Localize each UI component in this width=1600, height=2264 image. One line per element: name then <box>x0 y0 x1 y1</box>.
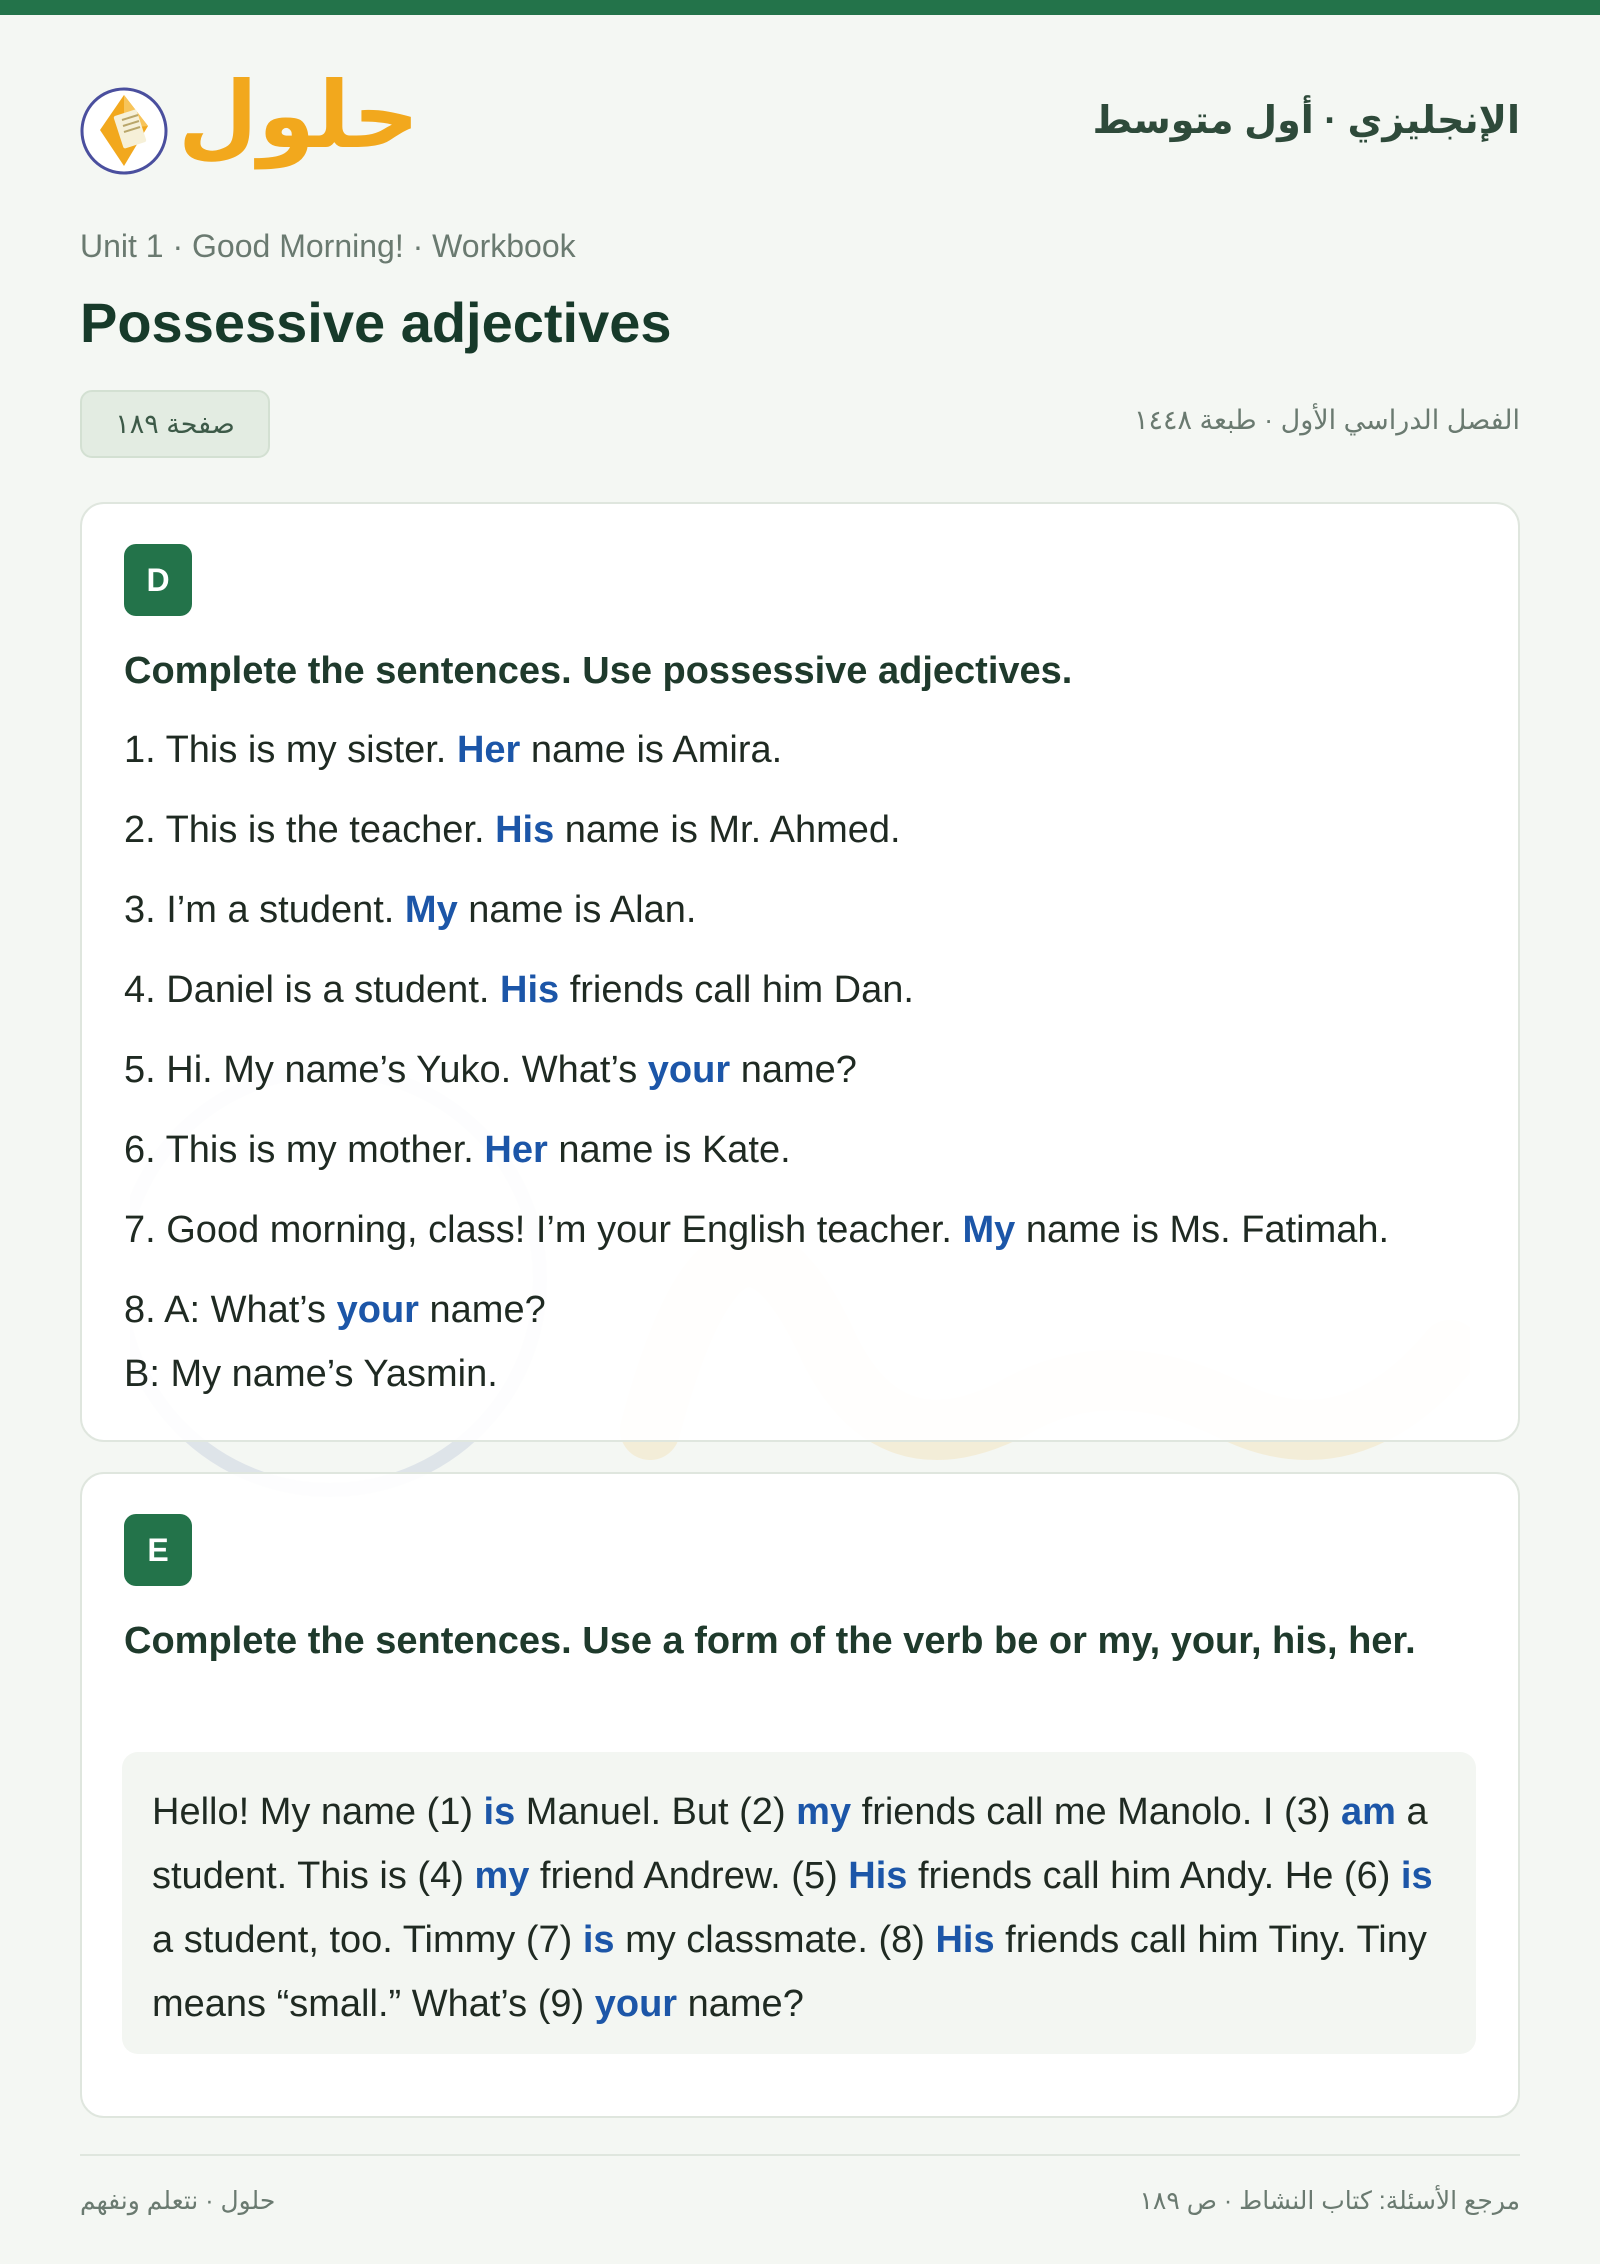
answer-word: my <box>796 1791 852 1833</box>
exercise-d-sentence <box>124 802 1504 882</box>
brand-logo[interactable] <box>80 62 420 178</box>
answer-word: your <box>594 1983 678 2025</box>
sentence-text: 8. A: What’s <box>124 1289 337 1331</box>
passage-text: friends call me Manolo. I (3) <box>851 1791 1342 1833</box>
top-accent-bar <box>0 0 1600 15</box>
footer-divider <box>80 2154 1520 2156</box>
answer-word: your <box>336 1289 419 1331</box>
exercise-d-sentences <box>124 722 1504 1426</box>
sentence-text: name is Ms. Fatimah. <box>1015 1209 1390 1251</box>
edition-label: الفصل الدراسي الأول · طبعة ١٤٤٨ <box>1133 405 1520 435</box>
sentence-text: 5. Hi. My name’s Yuko. What’s <box>124 1049 648 1091</box>
exercise-e-instructions: Complete the sentences. Use a form of the verb be or my, your, his, her. <box>124 1620 1416 1662</box>
sentence-text: 2. This is the teacher. <box>124 809 496 851</box>
answer-word: is <box>1400 1855 1433 1897</box>
passage-text: friend Andrew. (5) <box>529 1855 849 1897</box>
exercise-d-card <box>80 502 1520 1442</box>
answer-word: Her <box>484 1129 548 1171</box>
answer-word: is <box>582 1919 615 1961</box>
exercise-d-sentence <box>124 1042 1504 1122</box>
breadcrumb: Unit 1 · Good Morning! · Workbook <box>80 228 576 264</box>
footer-brand: حلول · نتعلم ونفهم <box>80 2187 276 2215</box>
answer-word: His <box>495 809 555 851</box>
exercise-d-sentence <box>124 1282 1504 1346</box>
answer-word: His <box>935 1919 995 1961</box>
sentence-text: 7. Good morning, class! I’m your English teacher. <box>124 1209 963 1251</box>
answer-word: your <box>647 1049 731 1091</box>
section-badge-e: E <box>124 1514 192 1586</box>
passage-text: friends call him Tiny. Tiny means “small.” What’s (9) <box>152 1919 1427 2025</box>
page-number-badge: صفحة ١٨٩ <box>80 390 270 458</box>
answer-word: His <box>500 969 560 1011</box>
exercise-e-passage <box>122 1752 1476 2054</box>
answer-word: My <box>404 889 458 931</box>
answer-word: is <box>483 1791 516 1833</box>
answer-word: am <box>1341 1791 1396 1833</box>
answer-word: my <box>474 1855 530 1897</box>
sentence-text: 4. Daniel is a student. <box>124 969 500 1011</box>
sentence-text: friends call him Dan. <box>559 969 914 1011</box>
exercise-d-sentence <box>124 1202 1504 1282</box>
passage-text: friends call him Andy. He (6) <box>907 1855 1401 1897</box>
exercise-d-instructions: Complete the sentences. Use possessive adjectives. <box>124 650 1073 692</box>
sentence-text: name is Kate. <box>547 1129 791 1171</box>
logo-wordmark: حلول <box>178 62 420 169</box>
exercise-d-sentence <box>124 962 1504 1042</box>
page-header <box>80 62 1520 178</box>
sentence-text: 1. This is my sister. <box>124 729 457 771</box>
sentence-text: name is Alan. <box>457 889 697 931</box>
sentence-text: name is Mr. Ahmed. <box>554 809 901 851</box>
sentence-text: name is Amira. <box>520 729 783 771</box>
answer-word: My <box>962 1209 1016 1251</box>
exercise-d-sentence <box>124 722 1504 802</box>
exercise-d-sentence <box>124 1122 1504 1202</box>
passage-text: Manuel. But (2) <box>515 1791 797 1833</box>
sentence-text: B: My name’s Yasmin. <box>124 1353 498 1395</box>
passage-text: a student, too. Timmy (7) <box>152 1919 583 1961</box>
sentence-text: 6. This is my mother. <box>124 1129 485 1171</box>
sentence-text: 3. I’m a student. <box>124 889 405 931</box>
passage-text: my classmate. (8) <box>614 1919 936 1961</box>
answer-word: His <box>848 1855 908 1897</box>
exercise-d-sentence <box>124 882 1504 962</box>
answer-word: Her <box>456 729 521 771</box>
subject-title: الإنجليزي · أول متوسط <box>1092 100 1520 142</box>
passage-text: a student. This is (4) <box>152 1791 1428 1897</box>
passage-text: name? <box>677 1983 804 2025</box>
page-title: Possessive adjectives <box>80 291 672 354</box>
sentence-text: name? <box>418 1289 546 1331</box>
exercise-d-sentence <box>124 1346 1504 1426</box>
section-badge-d: D <box>124 544 192 616</box>
footer-reference: مرجع الأسئلة: كتاب النشاط · ص ١٨٩ <box>1139 2187 1520 2215</box>
sentence-text: name? <box>730 1049 857 1091</box>
exercise-e-card <box>80 1472 1520 2118</box>
passage-text: Hello! My name (1) <box>152 1791 484 1833</box>
